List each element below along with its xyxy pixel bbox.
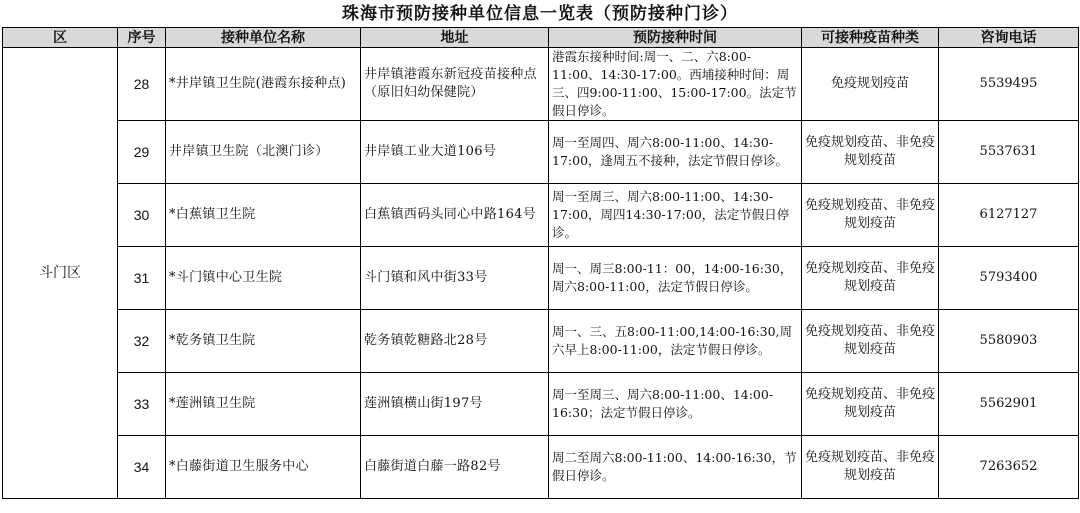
table-row (3, 247, 1079, 310)
address-cell: 乾务镇乾糖路北28号 (361, 310, 549, 373)
vaccine-type-cell: 免疫规划疫苗、非免疫规划疫苗 (802, 184, 939, 247)
vaccination-sites-table (2, 27, 1079, 499)
header-name: 接种单位名称 (166, 28, 361, 48)
seq-cell: 30 (118, 184, 166, 247)
schedule-cell: 周一至周三、周六8:00-11:00、14:00-16:30；法定节假日停诊。 (549, 373, 802, 436)
schedule-cell: 周二至周六8:00-11:00、14:00-16:30，节假日停诊。 (549, 436, 802, 499)
site-name-cell: 井岸镇卫生院（北澳门诊） (166, 121, 361, 184)
schedule-cell: 周一、三、五8:00-11:00,14:00-16:30,周六早上8:00-11:00，法定节假日停诊。 (549, 310, 802, 373)
schedule-cell: 港霞东接种时间:周一、二、六8:00-11:00、14:30-17:00。西埔接种时间：周三、四9:00-11:00、15:00-17:00。法定节假日停诊。 (549, 48, 802, 121)
header-seq: 序号 (118, 28, 166, 48)
schedule-cell: 周一至周四、周六8:00-11:00、14:30-17:00，逢周五不接种，法定节假日停诊。 (549, 121, 802, 184)
table-row (3, 310, 1079, 373)
seq-cell: 29 (118, 121, 166, 184)
table-row (3, 184, 1079, 247)
table-row (3, 121, 1079, 184)
phone-cell: 5580903 (939, 310, 1079, 373)
header-time: 预防接种时间 (549, 28, 802, 48)
address-cell: 斗门镇和风中街33号 (361, 247, 549, 310)
address-cell: 井岸镇工业大道106号 (361, 121, 549, 184)
header-row (3, 28, 1079, 48)
site-name-cell: *井岸镇卫生院(港霞东接种点) (166, 48, 361, 121)
phone-cell: 5539495 (939, 48, 1079, 121)
address-cell: 莲洲镇横山街197号 (361, 373, 549, 436)
vaccine-type-cell: 免疫规划疫苗、非免疫规划疫苗 (802, 310, 939, 373)
header-vaccine: 可接种疫苗种类 (802, 28, 939, 48)
phone-cell: 5537631 (939, 121, 1079, 184)
site-name-cell: *斗门镇中心卫生院 (166, 247, 361, 310)
address-cell: 白蕉镇西码头同心中路164号 (361, 184, 549, 247)
vaccine-type-cell: 免疫规划疫苗、非免疫规划疫苗 (802, 121, 939, 184)
table-row (3, 48, 1079, 121)
seq-cell: 34 (118, 436, 166, 499)
address-cell: 白藤街道白藤一路82号 (361, 436, 549, 499)
table-row (3, 373, 1079, 436)
site-name-cell: *乾务镇卫生院 (166, 310, 361, 373)
district-cell: 斗门区 (3, 48, 118, 499)
site-name-cell: *白藤街道卫生服务中心 (166, 436, 361, 499)
vaccine-type-cell: 免疫规划疫苗、非免疫规划疫苗 (802, 436, 939, 499)
phone-cell: 5562901 (939, 373, 1079, 436)
vaccine-type-cell: 免疫规划疫苗、非免疫规划疫苗 (802, 373, 939, 436)
phone-cell: 6127127 (939, 184, 1079, 247)
seq-cell: 31 (118, 247, 166, 310)
seq-cell: 32 (118, 310, 166, 373)
seq-cell: 28 (118, 48, 166, 121)
schedule-cell: 周一至周三、周六8:00-11:00、14:30-17:00，周四14:30-17:00，法定节假日停诊。 (549, 184, 802, 247)
schedule-cell: 周一、周三8:00-11：00，14:00-16:30，周六8:00-11:00，法定节假日停诊。 (549, 247, 802, 310)
seq-cell: 33 (118, 373, 166, 436)
table-row (3, 436, 1079, 499)
site-name-cell: *白蕉镇卫生院 (166, 184, 361, 247)
vaccine-type-cell: 免疫规划疫苗 (802, 48, 939, 121)
phone-cell: 5793400 (939, 247, 1079, 310)
header-district: 区 (3, 28, 118, 48)
phone-cell: 7263652 (939, 436, 1079, 499)
site-name-cell: *莲洲镇卫生院 (166, 373, 361, 436)
header-address: 地址 (361, 28, 549, 48)
address-cell: 井岸镇港霞东新冠疫苗接种点（原旧妇幼保健院） (361, 48, 549, 121)
vaccine-type-cell: 免疫规划疫苗、非免疫规划疫苗 (802, 247, 939, 310)
table-title: 珠海市预防接种单位信息一览表（预防接种门诊） (342, 4, 738, 24)
header-phone: 咨询电话 (939, 28, 1079, 48)
